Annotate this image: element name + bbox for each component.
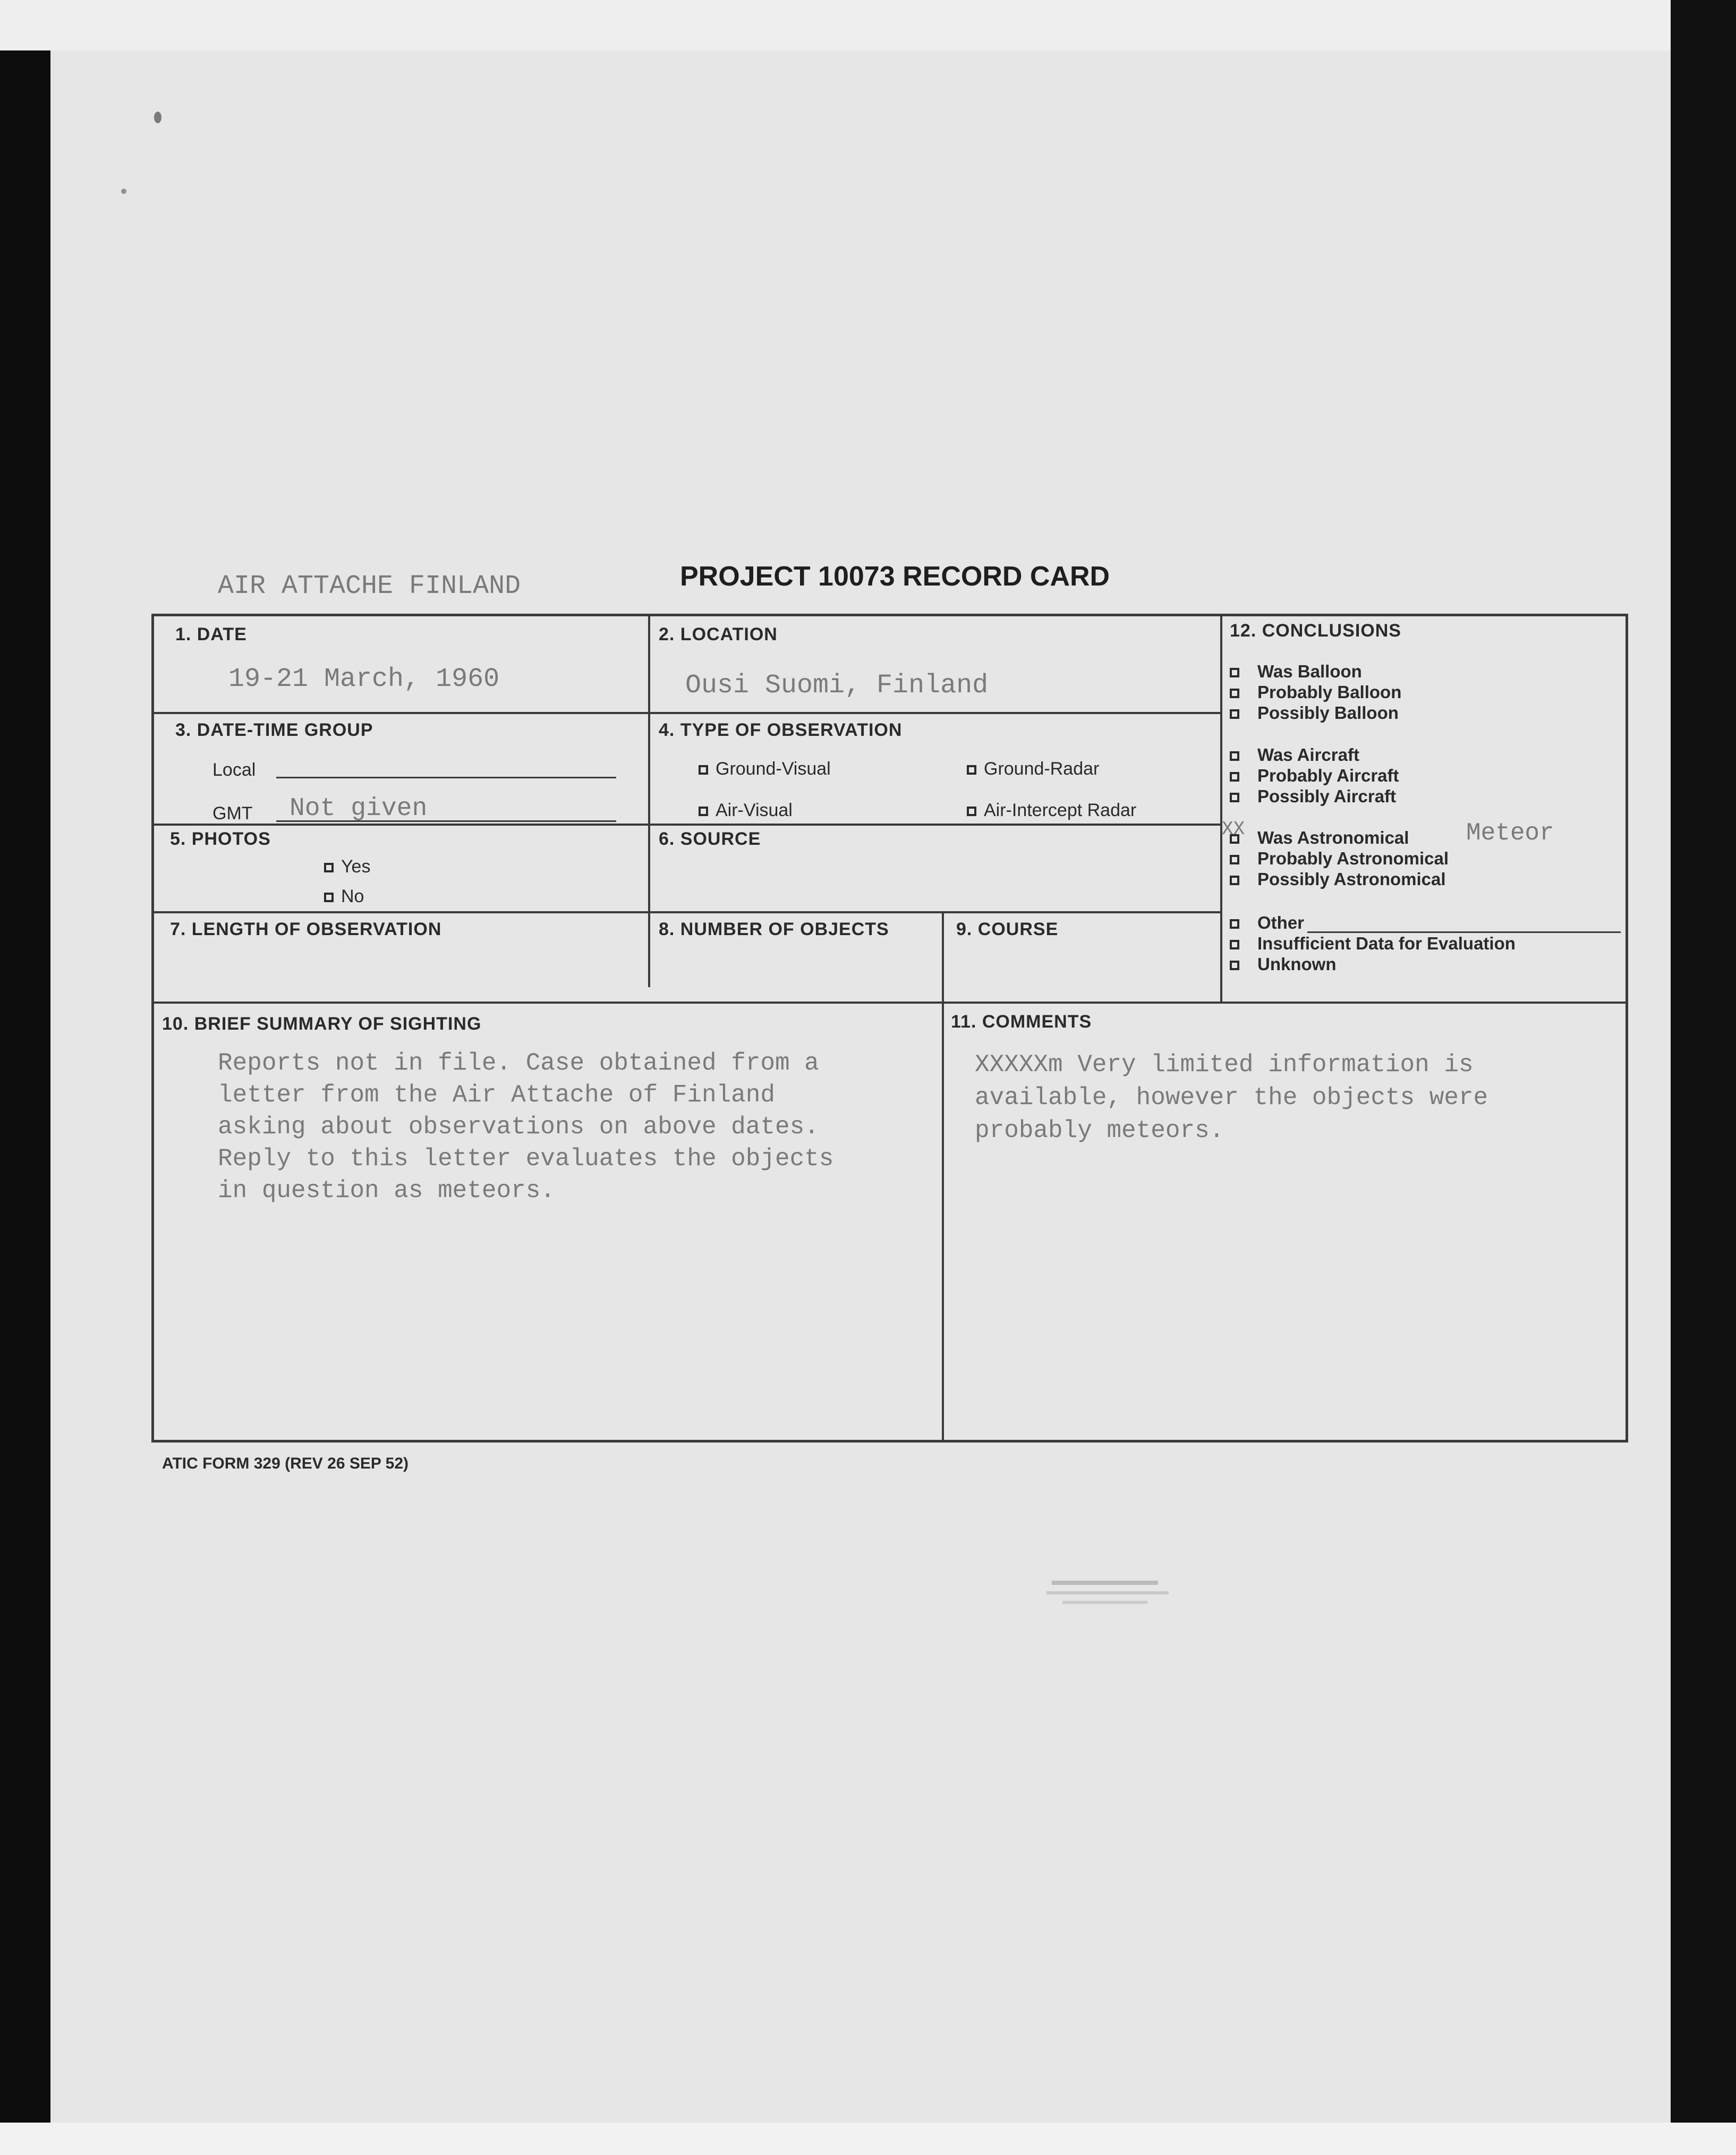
source-label: 6. SOURCE <box>659 829 761 849</box>
film-border-right <box>1671 0 1736 2155</box>
checkbox-icon <box>699 765 708 775</box>
conclusion-was-aircraft: Was Aircraft <box>1230 745 1359 765</box>
checkbox-icon <box>1230 709 1239 719</box>
date-label: 1. DATE <box>175 624 247 644</box>
photos-label: 5. PHOTOS <box>170 829 271 849</box>
checkbox-icon <box>324 863 334 872</box>
divider <box>153 712 1221 714</box>
type-of-observation-label: 4. TYPE OF OBSERVATION <box>659 720 903 740</box>
number-of-objects-label: 8. NUMBER OF OBJECTS <box>659 919 889 939</box>
option-ground-visual: Ground-Visual <box>699 759 831 779</box>
conclusion-insufficient-data: Insufficient Data for Evaluation <box>1230 934 1516 954</box>
comments-label: 11. COMMENTS <box>951 1012 1092 1032</box>
form-identifier: ATIC FORM 329 (REV 26 SEP 52) <box>162 1455 409 1472</box>
conclusion-possibly-balloon: Possibly Balloon <box>1230 703 1399 723</box>
local-line <box>276 776 616 778</box>
course-label: 9. COURSE <box>956 919 1059 939</box>
astronomical-note: Meteor <box>1466 819 1554 847</box>
option-air-intercept-radar: Air-Intercept Radar <box>967 800 1136 821</box>
conclusion-possibly-astronomical: Possibly Astronomical <box>1230 869 1446 889</box>
checkbox-icon <box>699 807 708 816</box>
conclusion-probably-aircraft: Probably Aircraft <box>1230 766 1399 786</box>
conclusion-probably-astronomical: Probably Astronomical <box>1230 849 1449 869</box>
checkbox-icon <box>1230 689 1239 698</box>
divider <box>942 911 944 1443</box>
film-border-top <box>0 0 1736 50</box>
checkbox-icon <box>1230 772 1239 782</box>
comment-line: XXXXXm Very limited information is <box>975 1051 1474 1079</box>
divider <box>648 615 650 987</box>
checkbox-icon <box>1230 751 1239 761</box>
speck <box>154 112 161 123</box>
checkbox-icon <box>1230 940 1239 949</box>
photos-option-yes: Yes <box>324 856 370 877</box>
divider <box>153 824 1221 826</box>
comment-line: probably meteors. <box>975 1117 1224 1144</box>
option-ground-radar: Ground-Radar <box>967 759 1099 779</box>
option-air-visual: Air-Visual <box>699 800 793 821</box>
faint-stamp-mark <box>1041 1570 1179 1618</box>
checkbox-icon <box>1230 793 1239 802</box>
conclusion-other: Other <box>1230 913 1621 933</box>
gmt-line <box>276 819 616 822</box>
divider <box>153 1002 1627 1004</box>
local-label: Local <box>212 760 256 780</box>
conclusions-label: 12. CONCLUSIONS <box>1230 621 1401 641</box>
checkbox-icon <box>1230 876 1239 885</box>
length-of-observation-label: 7. LENGTH OF OBSERVATION <box>170 919 442 939</box>
checkbox-icon <box>967 807 976 816</box>
photos-option-no: No <box>324 886 364 907</box>
conclusion-unknown: Unknown <box>1230 954 1336 974</box>
card-title: PROJECT 10073 RECORD CARD <box>680 561 1110 592</box>
summary-line: Reports not in file. Case obtained from a <box>218 1049 819 1077</box>
summary-label: 10. BRIEF SUMMARY OF SIGHTING <box>162 1014 482 1034</box>
location-value: Ousi Suomi, Finland <box>685 671 989 701</box>
summary-line: letter from the Air Attache of Finland <box>218 1081 775 1109</box>
location-label: 2. LOCATION <box>659 624 778 644</box>
other-line <box>1307 915 1621 933</box>
divider <box>153 911 1221 913</box>
date-time-group-label: 3. DATE-TIME GROUP <box>175 720 373 740</box>
checkbox-icon <box>1230 668 1239 677</box>
header-typed-note: AIR ATTACHE FINLAND <box>218 571 521 601</box>
summary-line: in question as meteors. <box>218 1177 555 1204</box>
gmt-value: Not given <box>290 794 428 823</box>
summary-line: asking about observations on above dates. <box>218 1113 819 1141</box>
checkbox-icon <box>324 893 334 902</box>
checkbox-icon <box>1230 919 1239 929</box>
checked-mark: XX <box>1222 818 1245 840</box>
checkbox-icon <box>1230 855 1239 864</box>
speck <box>121 189 126 194</box>
conclusion-was-astronomical: Was Astronomical <box>1230 828 1409 848</box>
comment-line: available, however the objects were <box>975 1084 1488 1112</box>
film-border-bottom <box>0 2123 1736 2155</box>
conclusion-possibly-aircraft: Possibly Aircraft <box>1230 786 1396 807</box>
date-value: 19-21 March, 1960 <box>228 664 500 694</box>
checkbox-icon <box>967 765 976 775</box>
summary-line: Reply to this letter evaluates the objects <box>218 1145 834 1173</box>
divider <box>1220 615 1222 1002</box>
checkbox-icon <box>1230 834 1239 844</box>
checkbox-icon <box>1230 961 1239 970</box>
conclusion-probably-balloon: Probably Balloon <box>1230 682 1401 702</box>
conclusion-was-balloon: Was Balloon <box>1230 661 1362 682</box>
gmt-label: GMT <box>212 803 253 824</box>
